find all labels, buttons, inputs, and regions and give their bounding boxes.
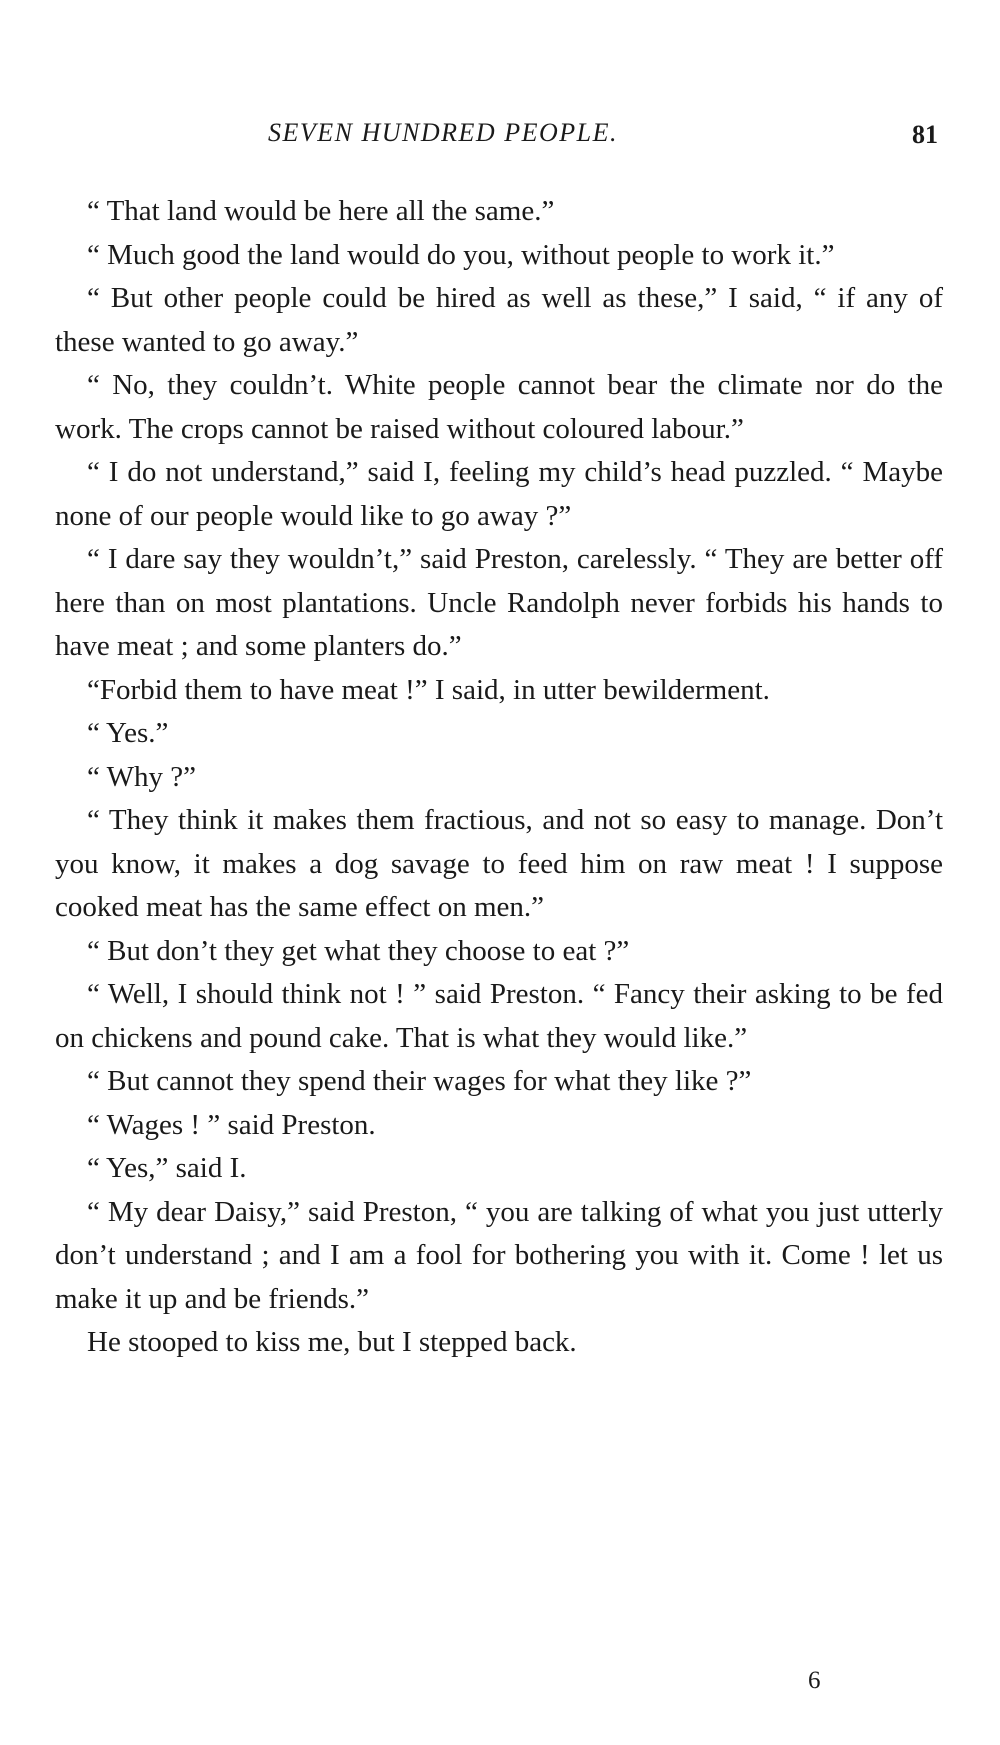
paragraph: “ Yes,” said I. [87, 1152, 247, 1184]
paragraph: “ But don’t they get what they choose to eat ?” [87, 934, 630, 967]
paragraph: “ I dare say they wouldn’t,” said Preston, carelessly. “ They are better off here than on most plantations. Uncle Randolph never forbids his hands to have meat ; and some planters do.” [55, 543, 943, 662]
page-number: 81 [912, 120, 938, 149]
paragraph: “ I do not understand,” said I, feeling my child’s head puzzled. “ Maybe none of our people would like to go away ?” [55, 456, 943, 532]
paragraph: “ My dear Daisy,” said Preston, “ you are talking of what you just utterly don’t understand ; and I am a fool for bothering you with it. Come ! let us make it up and be friends.” [55, 1195, 943, 1315]
paragraph: “ No, they couldn’t. White people cannot bear the climate nor do the work. The crops cannot be raised without coloured labour.” [55, 369, 943, 445]
paragraph: “ They think it makes them fractious, and not so easy to manage. Don’t you know, it makes a dog savage to feed him on raw meat ! I suppose cooked meat has the same effect on men.” [55, 804, 943, 923]
paragraph: “ But cannot they spend their wages for what they like ?” [87, 1065, 752, 1097]
body-text [55, 190, 943, 1365]
paragraph: “ Yes.” [87, 717, 169, 749]
paragraph: “ Much good the land would do you, without people to work it.” [87, 238, 835, 271]
paragraph: He stooped to kiss me, but I stepped back. [87, 1326, 577, 1358]
signature-mark: 6 [808, 1667, 821, 1694]
paragraph: “ But other people could be hired as well as these,” I said, “ if any of these wanted to go away.” [55, 282, 943, 358]
paragraph: “ Well, I should think not ! ” said Preston. “ Fancy their asking to be fed on chickens and pound cake. That is what they would like.” [55, 978, 943, 1054]
paragraph: “ Why ?” [87, 760, 196, 793]
running-head-title: SEVEN HUNDRED PEOPLE. [268, 118, 618, 147]
paragraph: “Forbid them to have meat !” I said, in utter bewilderment. [87, 673, 770, 706]
paragraph: “ That land would be here all the same.” [87, 195, 555, 227]
paragraph: “ Wages ! ” said Preston. [87, 1108, 376, 1141]
